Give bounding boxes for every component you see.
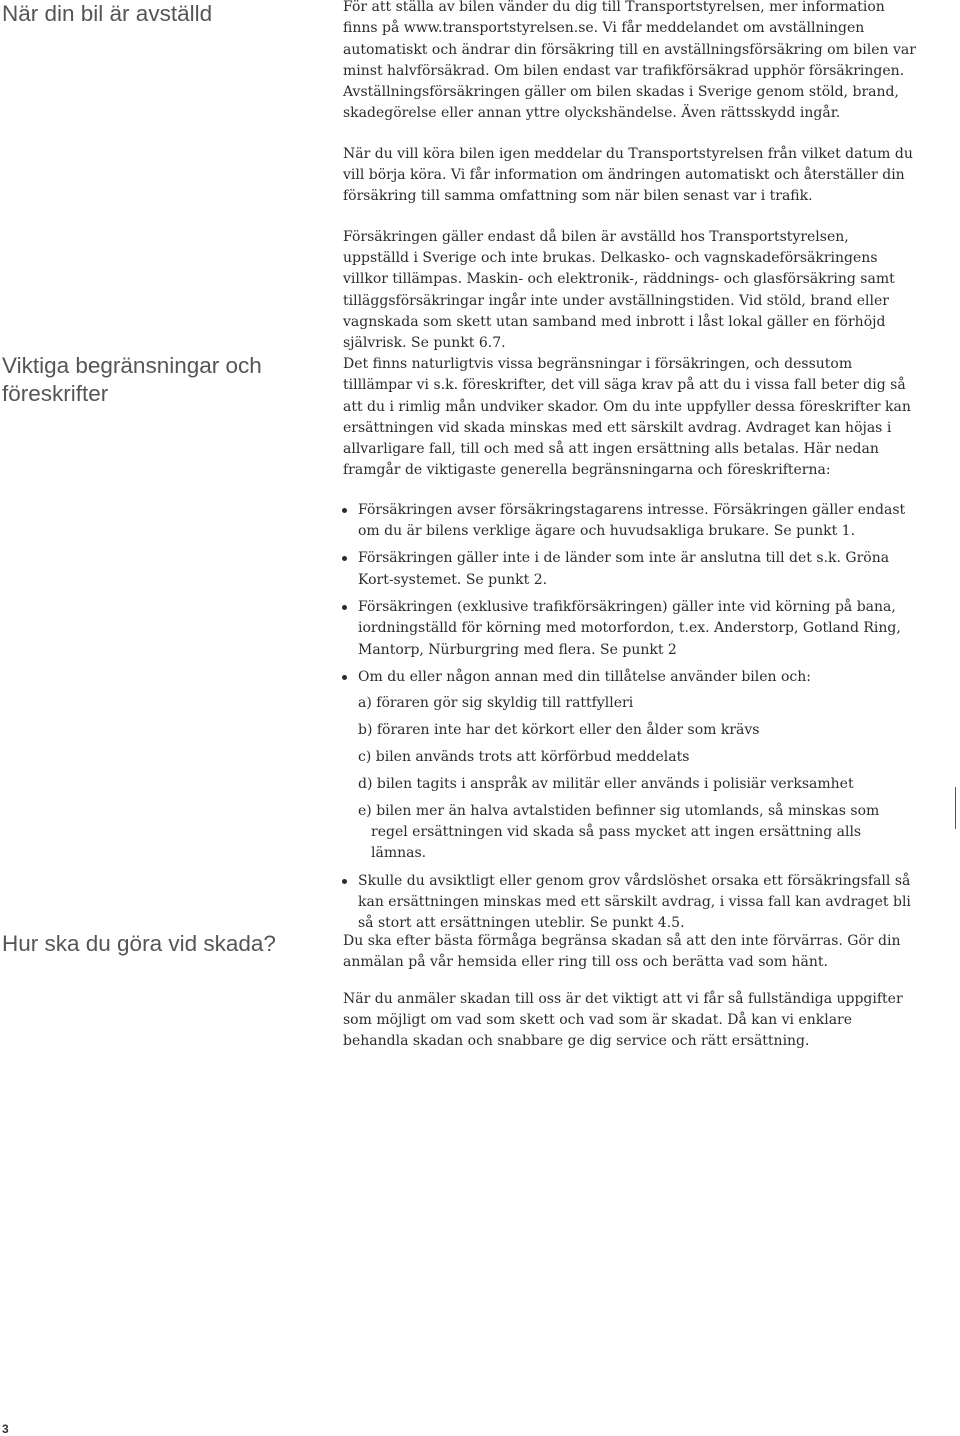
body-begransningar — [343, 354, 918, 941]
page-number: 3 — [2, 1422, 9, 1436]
list-item — [343, 500, 918, 543]
list-item-text: Försäkringen gäller inte i de länder som inte är anslutna till det s.k. Gröna Kort-systemet. Se punkt 2. — [358, 550, 890, 588]
list-item — [343, 871, 918, 935]
body-avstalld — [343, 0, 918, 373]
list-item — [343, 667, 918, 865]
sub-list — [358, 693, 918, 864]
sub-list-item: c) bilen används trots att körförbud meddelats — [358, 748, 690, 765]
heading-skada: Hur ska du göra vid skada? — [2, 931, 276, 956]
list-item-text: Om du eller någon annan med din tillåtelse använder bilen och: — [358, 668, 812, 685]
bullet-icon — [342, 556, 347, 561]
sub-list-item: a) föraren gör sig skyldig till rattfylleri — [358, 695, 634, 712]
sub-list-item: b) föraren inte har det körkort eller den ålder som krävs — [358, 722, 760, 739]
margin-change-bar — [955, 787, 956, 829]
heading-begransningar: Viktiga begränsningar och föreskrifter — [2, 353, 262, 406]
bullet-icon — [342, 605, 347, 610]
paragraph: Försäkringen gäller endast då bilen är avställd hos Transportstyrelsen, uppställd i Sverige och inte brukas. Delkasko- och vagnskadeförsäkringens villkor tillämpas. Maskin- och elektronik-, räddnings- och glasförsäkring samt tilläggsförsäkringar ingår inte under avställningstiden. Vid stöld, brand eller vagnskada som skett utan samband med inbrott i låst lokal gäller en förhöjd självrisk. Se punkt 6.7. — [343, 228, 895, 352]
list-item-text: Försäkringen (exklusive trafikförsäkringen) gäller inte vid körning på bana, iordningställd för körning med motorfordon, t.ex. Anderstorp, Gotland Ring, Mantorp, Nürburgring med flera. Se punkt 2 — [358, 598, 901, 658]
paragraph: När du vill köra bilen igen meddelar du Transportstyrelsen från vilket datum du vill börja köra. Vi får information om ändringen automatiskt och återställer din försäkring till samma omfattning som när bilen senast var i trafik. — [343, 145, 913, 205]
paragraph: För att ställa av bilen vänder du dig till Transportstyrelsen, mer information finns på www.transportstyrelsen.se. Vi får meddelandet om avställningen automatiskt och ändrar din försäkring till en avställningsförsäkring om bilen var minst halvförsäkrad. Om bilen endast var trafikförsäkrad upphör försäkringen. Avställningsförsäkringen gäller om bilen skadas i Sverige genom stöld, brand, skadegörelse eller annan yttre olyckshändelse. Även rättsskydd ingår. — [343, 0, 916, 122]
heading-avstalld: När din bil är avställd — [2, 1, 213, 26]
sub-list-item: e) bilen mer än halva avtalstiden befinner sig utomlands, så minskas som regel ersättningen vid skada så pass mycket att ingen ersättning alls lämnas. — [358, 802, 880, 862]
intro-paragraph: Det finns naturligtvis vissa begränsningar i försäkringen, och dessutom tilllämpar vi s.k. föreskrifter, det vill säga krav på att du i vissa fall beter dig så att du i rimlig mån undviker skador. Om du inte uppfyller dessa föreskrifter kan ersättningen vid skada minskas med ett särskilt avdrag. Avdraget kan höjas i allvarligare fall, till och med så att ingen ersättning alls betalas. Här nedan framgår de viktigaste generella begränsningarna och föreskrifterna: — [343, 356, 911, 479]
list-item-text: Skulle du avsiktligt eller genom grov vårdslöshet orsaka ett försäkringsfall så kan ersättningen minskas med ett särskilt avdrag, i vissa fall kan avdraget bli så stort att ersättningen uteblir. Se punkt 4.5. — [358, 872, 911, 932]
sub-list-item: d) bilen tagits i anspråk av militär eller används i polisiär verksamhet — [358, 775, 854, 792]
list-item — [343, 548, 918, 591]
restrictions-list — [343, 500, 918, 935]
body-skada — [343, 931, 918, 1071]
paragraph: När du anmäler skadan till oss är det viktigt att vi får så fullständiga uppgifter som möjligt om vad som skett och vad som är skadat. Då kan vi enklare behandla skadan och snabbare ge dig service och rätt ersättning. — [343, 990, 903, 1050]
bullet-icon — [342, 675, 347, 680]
bullet-icon — [342, 879, 347, 884]
bullet-icon — [342, 508, 347, 513]
list-item-text: Försäkringen avser försäkringstagarens intresse. Försäkringen gäller endast om du är bilens verklige ägare och huvudsakliga brukare. Se punkt 1. — [358, 501, 906, 540]
paragraph: Du ska efter bästa förmåga begränsa skadan så att den inte förvärras. Gör din anmälan på vår hemsida eller ring till oss och berätta vad som hänt. — [343, 933, 901, 971]
list-item — [343, 597, 918, 661]
